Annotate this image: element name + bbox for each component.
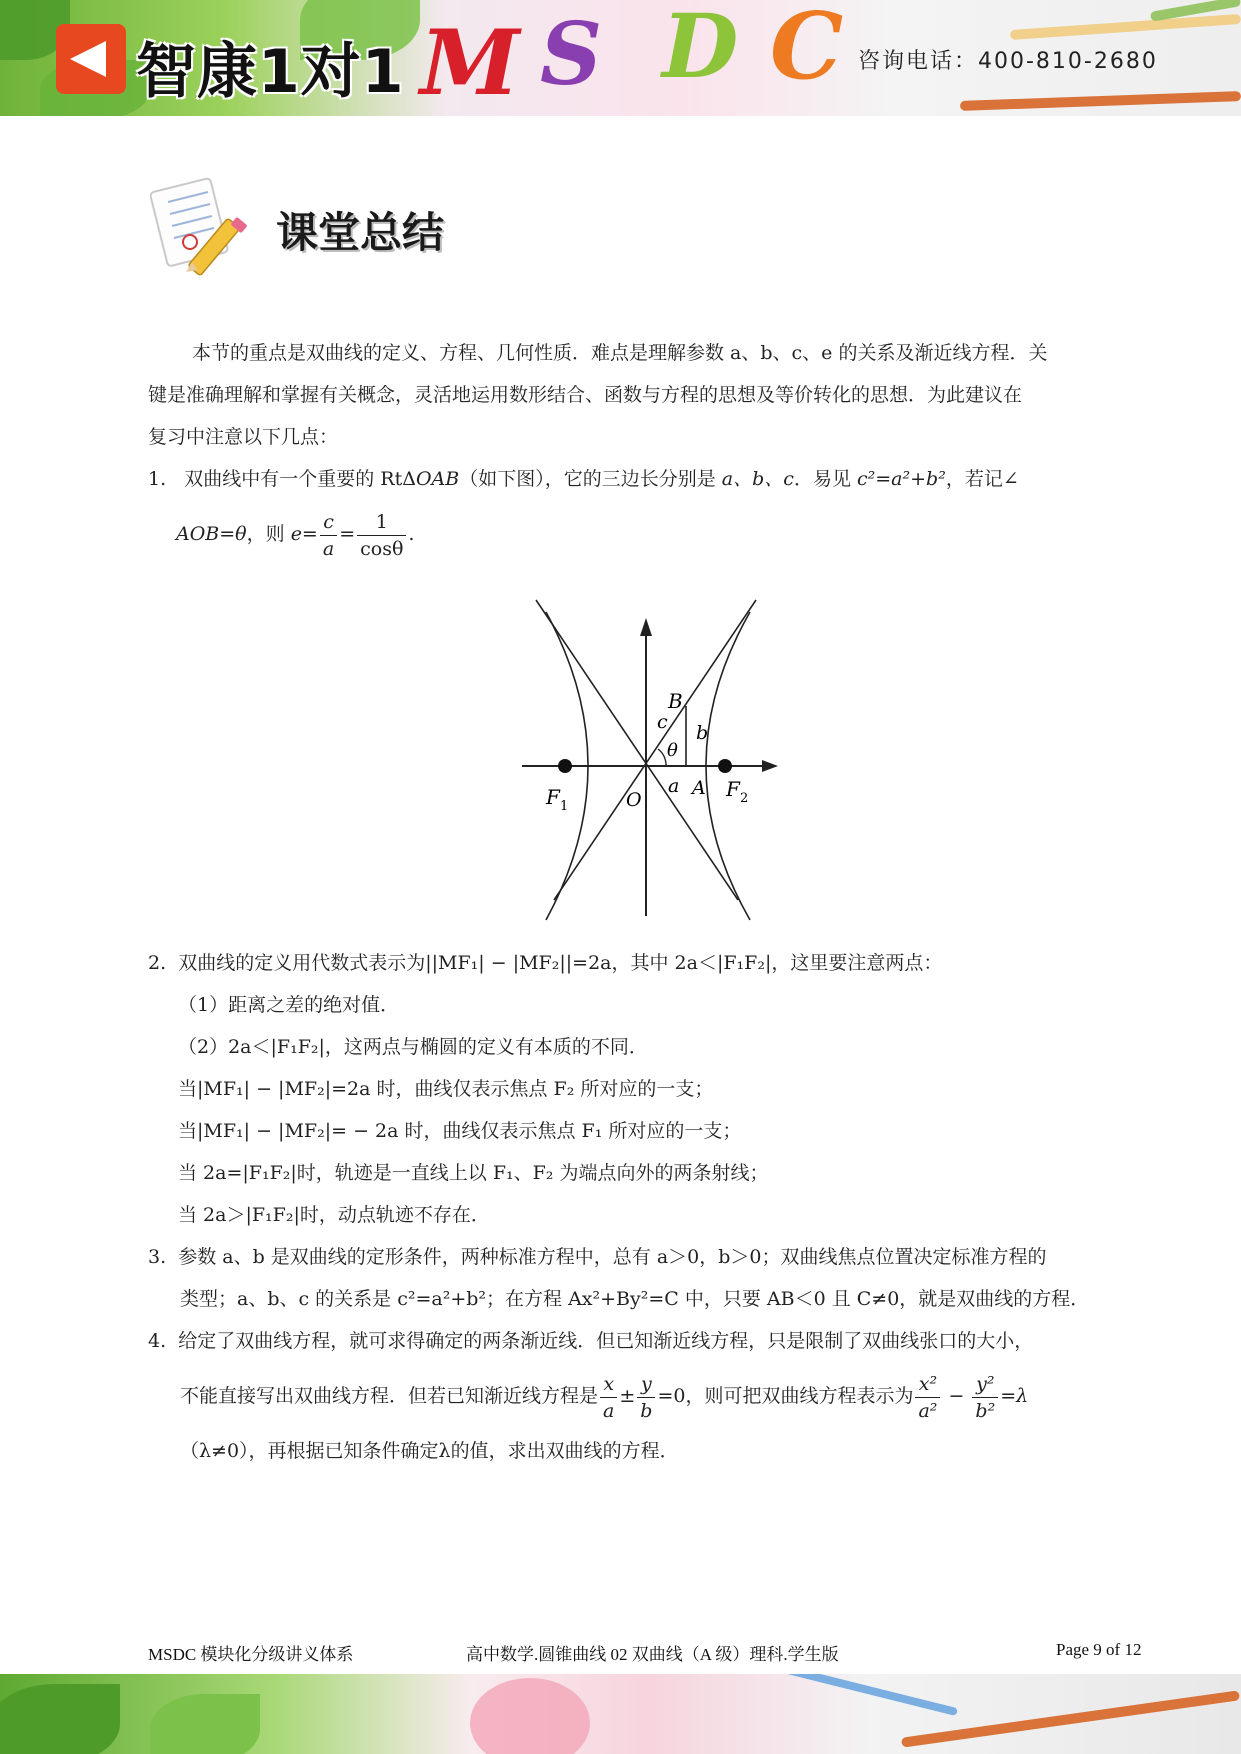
leaf-decoration bbox=[0, 1684, 120, 1754]
logo-text: 智康1对1 bbox=[136, 37, 405, 107]
triangle-name: OAB bbox=[415, 468, 460, 490]
focus-f1 bbox=[558, 759, 572, 773]
brand-letter-s: S bbox=[540, 4, 603, 105]
pencil-decoration bbox=[960, 91, 1241, 111]
minus-sign: − bbox=[948, 1385, 965, 1407]
footer-course: 高中数学.圆锥曲线 02 双曲线（A 级）理科.学生版 bbox=[466, 1645, 839, 1664]
fraction-c-over-a: $\frac{c}{a}$ bbox=[320, 509, 337, 562]
label-f1: F bbox=[546, 785, 560, 809]
item-1-text: ，若记∠ bbox=[945, 468, 1019, 490]
eccentricity-symbol: e= bbox=[290, 523, 318, 545]
pencil-decoration bbox=[1010, 14, 1241, 40]
label-origin: O bbox=[626, 789, 642, 811]
fraction-y-over-b: $\frac{y}{b}$ bbox=[637, 1371, 655, 1424]
fraction-x-over-a: $\frac{x}{a}$ bbox=[600, 1371, 617, 1424]
item-3-text: 参数 a、b 是双曲线的定形条件，两种标准方程中，总有 a＞0，b＞0；双曲线焦点位置决定标准方程的 bbox=[178, 1246, 1047, 1268]
item-2-sub-5: 当 2a=|F₁F₂|时，轨迹是一直线上以 F₁、F₂ 为端点向外的两条射线； bbox=[178, 1162, 769, 1184]
item-3-line-2: 类型；a、b、c 的关系是 c²=a²+b²；在方程 Ax²+By²=C 中，只要 AB＜0 且 C≠0，就是双曲线的方程． bbox=[180, 1288, 1090, 1310]
item-number: 2. bbox=[148, 952, 167, 974]
pythagorean-equation: c²=a²+b² bbox=[857, 468, 946, 490]
side-names: a、b、c bbox=[721, 468, 794, 490]
label-f2-subscript: 2 bbox=[740, 791, 749, 806]
header-banner bbox=[0, 0, 1241, 116]
item-1-line-2 bbox=[176, 506, 414, 562]
item-4-line-1 bbox=[148, 1320, 1033, 1362]
footer-series: MSDC 模块化分级讲义体系 bbox=[148, 1645, 354, 1664]
fraction-one-over-cos: $\frac{1}{\cos\theta}$ bbox=[357, 509, 406, 562]
pencil-decoration bbox=[762, 1674, 958, 1716]
item-2-sub-4: 当|MF₁| − |MF₂|= − 2a 时，曲线仅表示焦点 F₁ 所对应的一支； bbox=[178, 1120, 742, 1142]
item-4-line-2 bbox=[180, 1366, 1028, 1426]
item-4-text: 给定了双曲线方程，就可求得确定的两条渐近线．但已知渐近线方程，只是限制了双曲线张口的大小， bbox=[178, 1330, 1034, 1352]
item-2-sub-2: （2）2a＜|F₁F₂|，这两点与椭圆的定义有本质的不同． bbox=[178, 1036, 648, 1058]
period: . bbox=[408, 523, 415, 545]
item-2-sub-1: （1）距离之差的绝对值． bbox=[178, 994, 400, 1016]
logo-icon bbox=[56, 24, 126, 94]
angle-definition: AOB=θ bbox=[176, 523, 247, 545]
item-4-text: 不能直接写出双曲线方程．但若已知渐近线方程是 bbox=[180, 1385, 599, 1407]
label-a: a bbox=[668, 775, 680, 797]
item-2-sub-6: 当 2a＞|F₁F₂|时，动点轨迹不存在． bbox=[178, 1204, 490, 1226]
pencil-decoration bbox=[901, 1690, 1240, 1747]
label-b-side: b bbox=[696, 722, 709, 744]
hyperbola-figure bbox=[520, 596, 780, 921]
item-2-text: 双曲线的定义用代数式表示为||MF₁| − |MF₂||=2a，其中 2a＜|F₁F₂|，这里要注意两点： bbox=[178, 952, 943, 974]
item-1-text: ．易见 bbox=[793, 468, 851, 490]
asymptote bbox=[554, 600, 756, 900]
lambda-term: =λ bbox=[1000, 1385, 1029, 1407]
item-2-line bbox=[148, 942, 942, 984]
fraction-y2-over-b2: $\frac{\text{y²}}{\text{b²}}$ bbox=[972, 1371, 998, 1424]
page-number: Page 9 of 12 bbox=[1056, 1640, 1142, 1659]
item-number: 1. bbox=[148, 468, 167, 490]
item-1-text: （如下图），它的三边长分别是 bbox=[459, 468, 716, 490]
item-3-line-1 bbox=[148, 1236, 1047, 1278]
item-1-text: 双曲线中有一个重要的 RtΔ bbox=[184, 468, 416, 490]
label-f2: F bbox=[726, 777, 740, 801]
fraction-x2-over-a2: $\frac{\text{x²}}{\text{a²}}$ bbox=[915, 1371, 940, 1424]
section-title: 课堂总结 bbox=[276, 208, 445, 257]
label-b-point: B bbox=[668, 689, 683, 713]
item-2-sub-3: 当|MF₁| − |MF₂|=2a 时，曲线仅表示焦点 F₂ 所对应的一支； bbox=[178, 1078, 714, 1100]
intro-line-3: 复习中注意以下几点： bbox=[148, 426, 339, 448]
brand-letter-d: D bbox=[662, 0, 739, 98]
equals-sign: = bbox=[339, 523, 356, 545]
item-1-line-1 bbox=[148, 458, 1019, 500]
item-number: 4. bbox=[148, 1330, 167, 1352]
item-number: 3. bbox=[148, 1246, 167, 1268]
asymptote bbox=[536, 600, 738, 900]
notebook-pencil-icon bbox=[150, 176, 268, 282]
item-1-text: ，则 bbox=[246, 523, 285, 545]
intro-line-2: 键是准确理解和掌握有关概念，灵活地运用数形结合、函数与方程的思想及等价转化的思想．为此建议在 bbox=[148, 384, 1023, 406]
leaf-decoration bbox=[150, 1694, 260, 1754]
contact-phone: 咨询电话：400-810-2680 bbox=[858, 49, 1158, 74]
item-4-line-3: （λ≠0），再根据已知条件确定λ的值，求出双曲线的方程． bbox=[180, 1440, 679, 1462]
x-axis-arrow bbox=[762, 760, 778, 772]
plus-minus: ± bbox=[619, 1385, 636, 1407]
footer-banner bbox=[0, 1674, 1241, 1754]
angle-arc bbox=[658, 749, 666, 766]
label-a-point: A bbox=[692, 777, 706, 799]
label-f1-subscript: 1 bbox=[560, 799, 569, 814]
brand-letter-m: M bbox=[420, 10, 520, 116]
focus-f2 bbox=[718, 759, 732, 773]
label-theta: θ bbox=[667, 740, 678, 761]
item-4-text: =0，则可把双曲线方程表示为 bbox=[657, 1385, 914, 1407]
brand-letter-c: C bbox=[770, 0, 844, 100]
y-axis-arrow bbox=[640, 618, 652, 636]
butterfly-decoration bbox=[470, 1678, 590, 1754]
label-c: c bbox=[657, 711, 668, 733]
intro-line-1: 本节的重点是双曲线的定义、方程、几何性质．难点是理解参数 a、b、c、e 的关系及渐近线方程．关 bbox=[192, 342, 1048, 364]
